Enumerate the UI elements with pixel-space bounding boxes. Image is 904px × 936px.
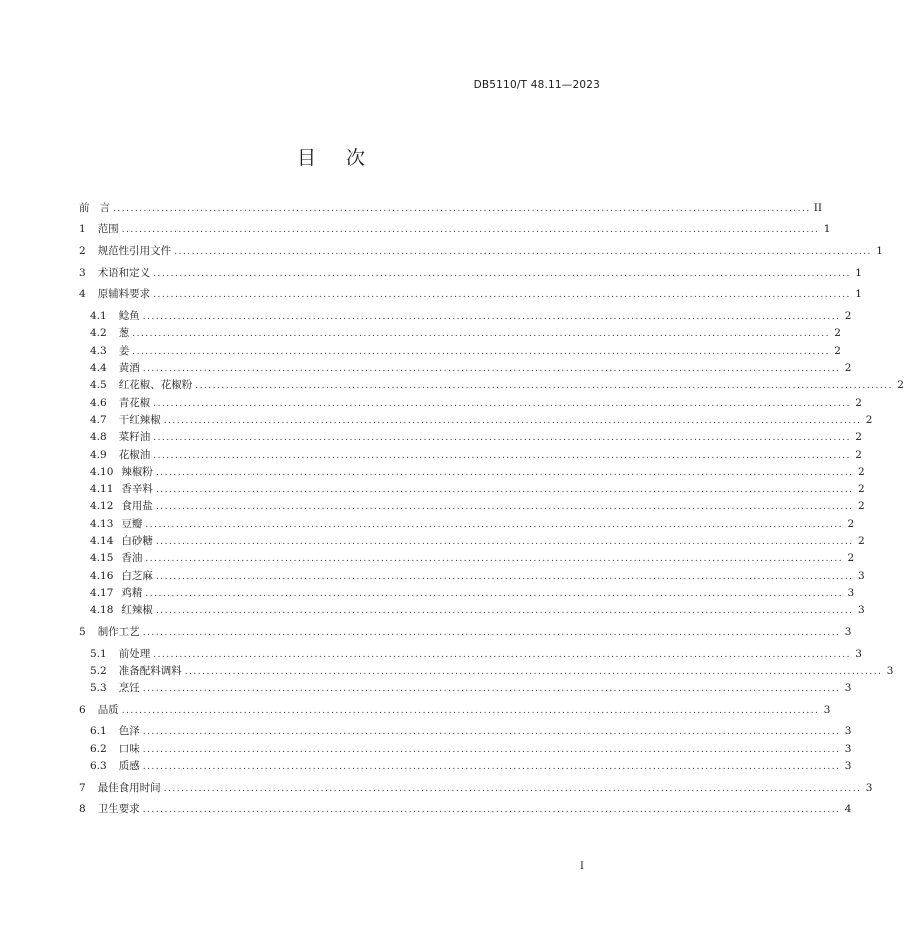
toc-leader-dots: ................................................................................................................................................................	[153, 433, 851, 443]
toc-leader-dots: ................................................................................................................................................................	[163, 416, 862, 426]
toc-entry-label: 准备配料调料	[118, 665, 182, 677]
toc-entry-number: 前	[79, 202, 90, 214]
toc-leader-dots: ................................................................................................................................................................	[145, 554, 844, 564]
toc-leader-dots: ................................................................................................................................................................	[142, 727, 841, 737]
toc-leader-dots: ................................................................................................................................................................	[153, 269, 851, 279]
toc-entry-label: 色泽	[118, 725, 140, 737]
toc-entry[interactable]	[90, 551, 855, 565]
toc-entry-page: 3	[847, 587, 855, 599]
toc-entry-number: 4.14	[90, 535, 114, 547]
toc-entry[interactable]	[79, 222, 831, 236]
toc-entry[interactable]	[90, 482, 865, 496]
toc-entry[interactable]	[90, 534, 865, 548]
toc-entry-page: 2	[847, 518, 855, 530]
toc-entry-page: 2	[897, 379, 904, 391]
toc-entry[interactable]	[90, 309, 852, 323]
toc-entry-number: 4.1	[90, 310, 107, 322]
toc-entry-page: 1	[855, 288, 862, 300]
toc-entry-page: 3	[855, 648, 862, 660]
toc-leader-dots: ................................................................................................................................................................	[174, 247, 872, 257]
toc-entry-label: 香辛料	[121, 483, 153, 495]
toc-leader-dots: ................................................................................................................................................................	[121, 706, 820, 716]
toc-entry-label: 红辣椒	[121, 604, 153, 616]
toc-entry[interactable]	[79, 201, 823, 215]
toc-entry[interactable]	[90, 517, 855, 531]
toc-leader-dots: ................................................................................................................................................................	[142, 364, 841, 374]
toc-entry-page: 2	[844, 310, 852, 322]
toc-entry-page: 3	[886, 665, 894, 677]
toc-entry-page: 1	[876, 245, 883, 257]
toc-entry-number: 4.16	[90, 570, 114, 582]
toc-entry-number: 5.2	[90, 665, 107, 677]
toc-leader-dots: ................................................................................................................................................................	[184, 667, 883, 677]
toc-entry-label: 规范性引用文件	[97, 245, 172, 257]
toc-entry-number: 4.3	[90, 345, 107, 357]
toc-entry-number: 2	[79, 245, 86, 257]
toc-entry-number: 4.18	[90, 604, 114, 616]
toc-leader-dots: ................................................................................................................................................................	[121, 225, 820, 235]
toc-entry-number: 4.4	[90, 362, 107, 374]
toc-leader-dots: ................................................................................................................................................................	[153, 650, 851, 660]
toc-entry-number: 4.2	[90, 327, 107, 339]
toc-entry-label: 青花椒	[118, 397, 151, 409]
toc-entry-page: 1	[823, 223, 831, 235]
toc-entry-number: 4.15	[90, 552, 114, 564]
toc-entry[interactable]	[90, 603, 865, 617]
toc-entry-label: 豆瓣	[121, 518, 143, 530]
toc-entry-number: 4.7	[90, 414, 107, 426]
toc-entry[interactable]	[90, 586, 855, 600]
toc-entry-label: 质感	[118, 760, 140, 772]
toc-entry-page: 2	[857, 535, 865, 547]
toc-entry-number: 4.5	[90, 379, 107, 391]
toc-entry[interactable]	[90, 724, 852, 738]
toc-entry-label: 白芝麻	[121, 570, 153, 582]
toc-entry[interactable]	[79, 625, 852, 639]
toc-leader-dots: ................................................................................................................................................................	[163, 784, 862, 794]
toc-entry-label: 最佳食用时间	[97, 782, 161, 794]
toc-leader-dots: ................................................................................................................................................................	[132, 329, 830, 339]
toc-leader-dots: ................................................................................................................................................................	[142, 628, 841, 638]
toc-entry-number: 4.12	[90, 500, 114, 512]
toc-entry-label: 原辅料要求	[97, 288, 151, 300]
toc-entry-page: 1	[855, 267, 862, 279]
toc-entry-page: 2	[857, 483, 865, 495]
toc-entry-label: 花椒油	[118, 449, 151, 461]
toc-entry-page: 2	[834, 345, 841, 357]
toc-entry-page: 4	[844, 803, 852, 815]
toc-entry-label: 范围	[97, 223, 119, 235]
toc-entry-page: 3	[857, 570, 865, 582]
toc-entry-page: 3	[857, 604, 865, 616]
toc-entry-number: 4.8	[90, 431, 107, 443]
toc-entry-label: 口味	[118, 743, 140, 755]
toc-leader-dots: ................................................................................................................................................................	[155, 537, 854, 547]
toc-entry[interactable]	[79, 802, 852, 816]
toc-leader-dots: ................................................................................................................................................................	[113, 204, 811, 214]
toc-leader-dots: ................................................................................................................................................................	[153, 451, 851, 461]
toc-entry[interactable]	[90, 569, 865, 583]
toc-entry-label: 食用盐	[121, 500, 153, 512]
toc-leader-dots: ................................................................................................................................................................	[153, 290, 851, 300]
page-number: I	[580, 861, 584, 872]
toc-entry-page: 3	[844, 760, 852, 772]
toc-entry-number: 3	[79, 267, 86, 279]
toc-entry[interactable]	[79, 287, 862, 301]
toc-entry-page: II	[813, 202, 823, 214]
toc-entry-label: 菜籽油	[118, 431, 151, 443]
toc-entry-label: 术语和定义	[97, 267, 151, 279]
toc-entry-number: 4.13	[90, 518, 114, 530]
toc-leader-dots: ................................................................................................................................................................	[155, 572, 854, 582]
toc-leader-dots: ................................................................................................................................................................	[155, 468, 854, 478]
toc-entry-number: 4.6	[90, 397, 107, 409]
toc-entry-label: 红花椒、花椒粉	[118, 379, 193, 391]
toc-leader-dots: ................................................................................................................................................................	[145, 589, 844, 599]
toc-entry-label: 干红辣椒	[118, 414, 161, 426]
toc-leader-dots: ................................................................................................................................................................	[142, 684, 841, 694]
toc-entry[interactable]	[90, 396, 862, 410]
toc-entry-number: 4.17	[90, 587, 114, 599]
toc-entry-number: 6.3	[90, 760, 107, 772]
toc-entry[interactable]	[90, 499, 865, 513]
toc-entry-number: 4.11	[90, 483, 114, 495]
toc-entry-label: 鸡精	[121, 587, 143, 599]
toc-entry-number: 6.1	[90, 725, 107, 737]
toc-entry[interactable]	[90, 664, 894, 678]
toc-entry-label: 品质	[97, 704, 119, 716]
toc-entry-page: 3	[844, 682, 852, 694]
toc-entry-number: 5.3	[90, 682, 107, 694]
toc-entry-label: 前处理	[118, 648, 151, 660]
toc-leader-dots: ................................................................................................................................................................	[195, 381, 893, 391]
toc-entry[interactable]	[90, 344, 841, 358]
toc-leader-dots: ................................................................................................................................................................	[155, 606, 854, 616]
toc-entry-number: 5.1	[90, 648, 107, 660]
toc-entry-page: 2	[865, 414, 873, 426]
toc-entry-label: 烹饪	[118, 682, 140, 694]
toc-entry-page: 2	[857, 500, 865, 512]
toc-entry[interactable]	[79, 244, 883, 258]
toc-entry-label: 姜	[118, 345, 130, 357]
toc-entry-number: 5	[79, 626, 86, 638]
toc-leader-dots: ................................................................................................................................................................	[142, 312, 841, 322]
toc-entry-page: 2	[855, 397, 862, 409]
toc-entry-label: 制作工艺	[97, 626, 140, 638]
toc-entry[interactable]	[90, 681, 852, 695]
toc-entry[interactable]	[79, 703, 831, 717]
toc-leader-dots: ................................................................................................................................................................	[142, 805, 841, 815]
toc-entry-label: 葱	[118, 327, 130, 339]
toc-entry[interactable]	[90, 448, 862, 462]
toc-entry-number: 7	[79, 782, 86, 794]
toc-entry[interactable]	[90, 413, 873, 427]
toc-entry-label: 白砂糖	[121, 535, 153, 547]
toc-entry[interactable]	[90, 647, 862, 661]
toc-entry-page: 3	[844, 626, 852, 638]
toc-entry[interactable]	[90, 361, 852, 375]
toc-entry-label: 卫生要求	[97, 803, 140, 815]
toc-leader-dots: ................................................................................................................................................................	[155, 502, 854, 512]
toc-entry-label: 鲶鱼	[118, 310, 140, 322]
toc-entry-page: 3	[844, 743, 852, 755]
toc-leader-dots: ................................................................................................................................................................	[132, 347, 830, 357]
toc-entry[interactable]	[90, 430, 862, 444]
toc-entry-page: 2	[855, 431, 862, 443]
toc-entry-number: 8	[79, 803, 86, 815]
toc-entry-page: 3	[844, 725, 852, 737]
toc-entry-page: 3	[823, 704, 831, 716]
toc-entry-page: 2	[857, 466, 865, 478]
toc-entry-label: 辣椒粉	[121, 466, 153, 478]
toc-entry-page: 2	[847, 552, 855, 564]
toc-leader-dots: ................................................................................................................................................................	[142, 745, 841, 755]
toc-entry[interactable]	[90, 326, 841, 340]
toc-entry-number: 4.10	[90, 466, 114, 478]
toc-entry[interactable]	[90, 465, 865, 479]
toc-leader-dots: ................................................................................................................................................................	[142, 762, 841, 772]
toc-entry-page: 2	[855, 449, 862, 461]
toc-leader-dots: ................................................................................................................................................................	[153, 399, 851, 409]
toc-entry[interactable]	[90, 378, 904, 392]
toc-entry[interactable]	[90, 759, 852, 773]
toc-entry[interactable]	[79, 781, 873, 795]
toc-entry-number: 1	[79, 223, 86, 235]
toc-entry-label: 黄酒	[118, 362, 140, 374]
toc-entry-number: 4	[79, 288, 86, 300]
document-code: DB5110/T 48.11—2023	[473, 79, 600, 91]
toc-entry-label: 香油	[121, 552, 143, 564]
toc-entry[interactable]	[79, 266, 862, 280]
toc-entry-page: 2	[834, 327, 841, 339]
toc-entry-number: 6.2	[90, 743, 107, 755]
toc-entry-number: 4.9	[90, 449, 107, 461]
toc-leader-dots: ................................................................................................................................................................	[145, 520, 844, 530]
toc-entry-label: 言	[89, 202, 111, 214]
toc-entry[interactable]	[90, 742, 852, 756]
toc-entry-page: 2	[844, 362, 852, 374]
toc-title: 目 次	[296, 147, 378, 169]
toc-entry-page: 3	[865, 782, 873, 794]
toc-leader-dots: ................................................................................................................................................................	[155, 485, 854, 495]
toc-entry-number: 6	[79, 704, 86, 716]
